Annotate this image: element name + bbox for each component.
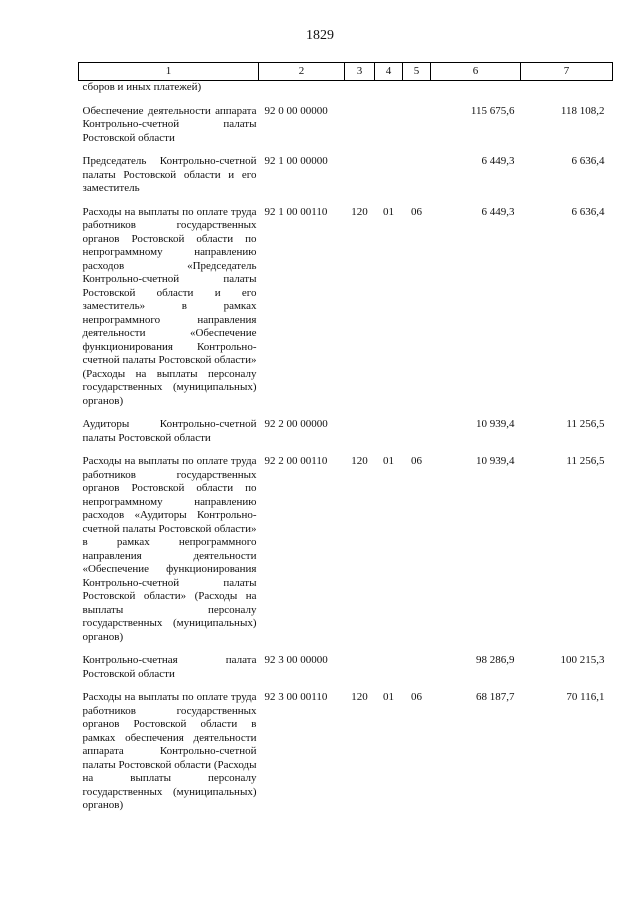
row-pr (403, 95, 431, 146)
row-sum-1: 10 939,4 (476, 455, 515, 467)
row-rz (375, 644, 403, 681)
row-sum-2: 11 256,5 (566, 418, 605, 430)
row-sum-1 (431, 81, 521, 95)
column-header: 7 (521, 63, 613, 81)
row-name: Расходы на выплаты по оплате труда работников государственных органов Ростовской области по непрограммному направлению расходов «Аудиторы Контрольно-счетной палаты Ростовской области» в рамках непрограммного направления деятельности «Обеспечение функционирования Контрольно-счетной палаты Ростовской области» (Расходы на выплаты персоналу государственных (муниципальных) органов) (82, 455, 257, 643)
column-header: 3 (345, 63, 375, 81)
column-header: 4 (375, 63, 403, 81)
row-code: 92 2 00 00110 (264, 455, 328, 467)
page-number: 1829 (306, 28, 334, 43)
row-rz (375, 95, 403, 146)
row-code (259, 81, 345, 95)
row-pr (403, 644, 431, 681)
table-row (79, 408, 613, 445)
row-sum-2: 70 116,1 (566, 691, 605, 703)
row-sum-2: 6 636,4 (571, 155, 605, 167)
row-sum-2: 118 108,2 (560, 104, 605, 117)
row-code: 92 3 00 00000 (264, 654, 328, 666)
row-name: Расходы на выплаты по оплате труда работников государственных органов Ростовской области в рамках обеспечения деятельности аппарата Контрольно-счетной палаты Ростовской области (Расходы на выплаты персоналу государственных (муниципальных) органов) (82, 691, 257, 811)
row-pr: 06 (411, 205, 422, 218)
row-vr (345, 81, 375, 95)
row-sum-2: 6 636,4 (571, 205, 605, 218)
row-vr (345, 644, 375, 681)
row-rz: 01 (383, 205, 394, 218)
row-code: 92 3 00 00110 (264, 691, 328, 703)
table-row (79, 644, 613, 681)
row-rz (375, 145, 403, 196)
column-header: 2 (259, 63, 345, 81)
row-name: сборов и иных платежей) (82, 81, 202, 93)
row-pr (403, 145, 431, 196)
row-name: Контрольно-счетная палата Ростовской области (82, 654, 257, 680)
row-rz: 01 (383, 691, 394, 703)
budget-table (78, 62, 613, 813)
row-rz: 01 (383, 455, 394, 467)
table-row (79, 681, 613, 813)
row-sum-2: 11 256,5 (566, 455, 605, 467)
row-sum-2 (521, 81, 613, 95)
row-code: 92 0 00 00000 (264, 104, 328, 117)
row-name: Обеспечение деятельности аппарата Контрольно-счетной палаты Ростовской области (82, 104, 257, 144)
table-row (79, 81, 613, 95)
column-header: 1 (79, 63, 259, 81)
row-name: Расходы на выплаты по оплате труда работников государственных органов Ростовской области по непрограммному направлению расходов «Председатель Контрольно-счетной палаты Ростовской области и его заместитель» в рамках непрограммного направления деятельности «Обеспечение функционирования Контрольно-счетной палаты Ростовской области» (Расходы на выплаты персоналу государственных (муниципальных) органов) (82, 205, 257, 407)
row-name: Аудиторы Контрольно-счетной палаты Ростовской области (82, 418, 257, 444)
row-pr: 06 (411, 691, 422, 703)
row-pr: 06 (411, 455, 422, 467)
row-name: Председатель Контрольно-счетной палаты Ростовской области и его заместитель (82, 155, 257, 194)
row-pr (403, 81, 431, 95)
column-header: 5 (403, 63, 431, 81)
row-sum-1: 10 939,4 (476, 418, 515, 430)
table-row (79, 196, 613, 409)
row-sum-1: 6 449,3 (481, 205, 515, 218)
row-vr (345, 95, 375, 146)
table-row (79, 145, 613, 196)
row-rz (375, 408, 403, 445)
table-row (79, 445, 613, 644)
row-sum-1: 115 675,6 (470, 104, 515, 117)
row-sum-1: 68 187,7 (476, 691, 515, 703)
row-vr (345, 408, 375, 445)
row-vr: 120 (351, 691, 368, 703)
column-header: 6 (431, 63, 521, 81)
row-code: 92 1 00 00110 (264, 205, 328, 218)
row-vr: 120 (351, 455, 368, 467)
row-sum-1: 98 286,9 (476, 654, 515, 666)
row-code: 92 2 00 00000 (264, 418, 328, 430)
row-rz (375, 81, 403, 95)
table-row (79, 95, 613, 146)
row-pr (403, 408, 431, 445)
row-sum-2: 100 215,3 (560, 654, 605, 666)
row-vr (345, 145, 375, 196)
column-number-header (79, 63, 613, 81)
row-vr: 120 (351, 205, 368, 218)
row-code: 92 1 00 00000 (264, 155, 328, 167)
row-sum-1: 6 449,3 (481, 155, 515, 167)
